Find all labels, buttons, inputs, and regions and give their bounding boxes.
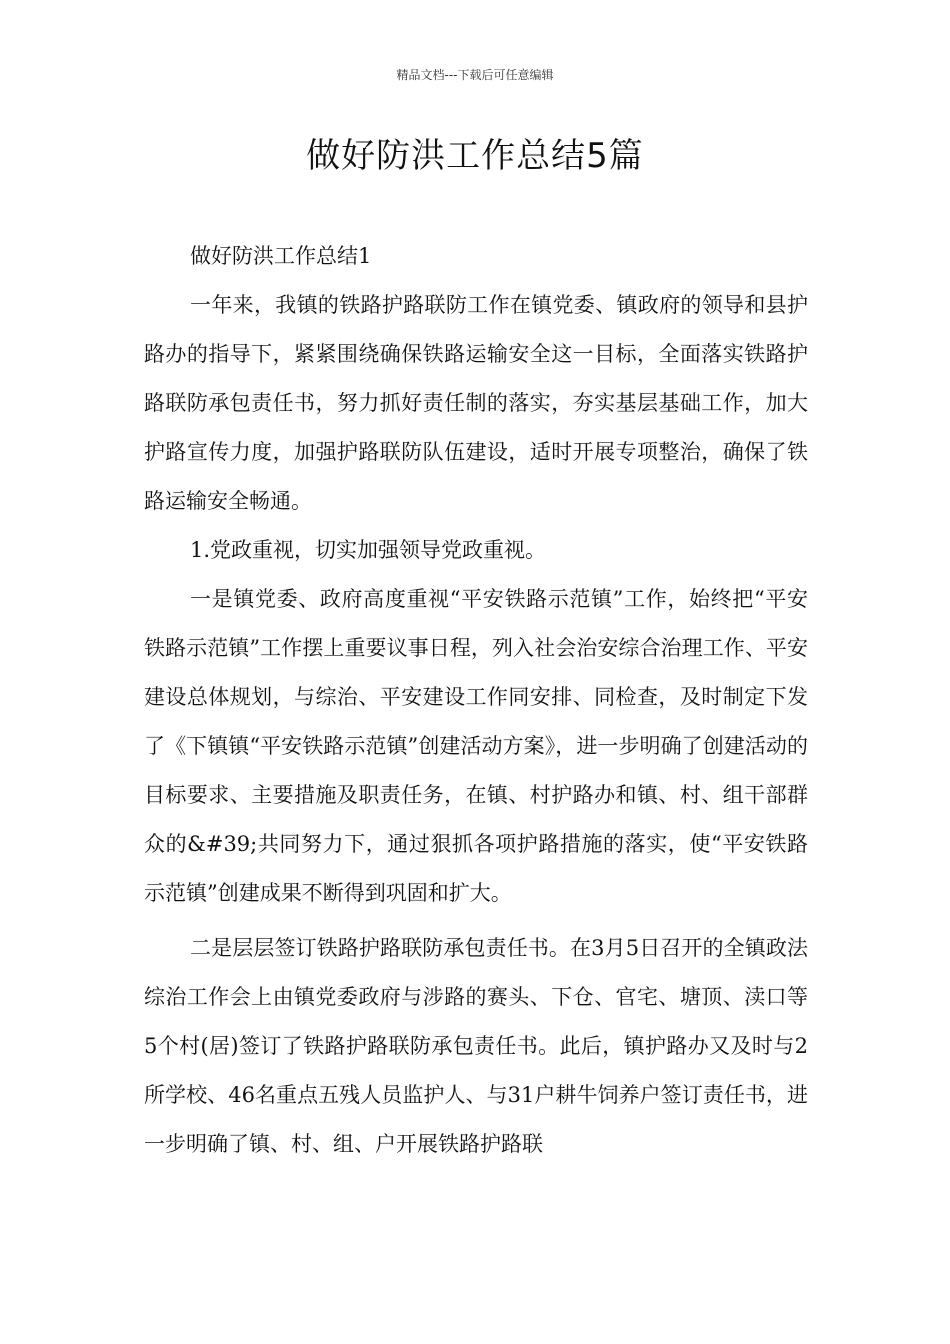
header-note: 精品文档---下载后可任意编辑 bbox=[396, 68, 554, 82]
paragraph: 一是镇党委、政府高度重视“平安铁路示范镇”工作，始终把“平安铁路示范镇”工作摆上重要议事日程，列入社会治安综合治理工作、平安建设总体规划，与综治、平安建设工作同安排、同检查，及时制定下发了《下镇镇“平安铁路示范镇”创建活动方案》，进一步明确了创建活动的目标要求、主要措施及职责任务，在镇、村护路办和镇、村、组干部群众的&#39;共同努力下，通过狠抓各项护路措施的落实，使“平安铁路示范镇”创建成果不断得到巩固和扩大。 bbox=[144, 587, 808, 905]
paragraph: 1.党政重视，切实加强领导党政重视。 bbox=[190, 538, 547, 562]
section-heading: 做好防洪工作总结1 bbox=[190, 244, 372, 268]
document-title: 做好防洪工作总结5篇 bbox=[306, 136, 644, 176]
paragraph: 一年来，我镇的铁路护路联防工作在镇党委、镇政府的领导和县护路办的指导下，紧紧围绕确保铁路运输安全这一目标，全面落实铁路护路联防承包责任书，努力抓好责任制的落实，夯实基层基础工作，加大护路宣传力度，加强护路联防队伍建设，适时开展专项整治，确保了铁路运输安全畅通。 bbox=[144, 293, 808, 513]
paragraph: 二是层层签订铁路护路联防承包责任书。在3月5日召开的全镇政法综治工作会上由镇党委政府与涉路的赛头、下仓、官宅、塘顶、渎口等5个村(居)签订了铁路护路联防承包责任书。此后，镇护路办又及时与2所学校、46名重点五残人员监护人、与31户耕牛饲养户签订责任书，进一步明确了镇、村、组、户开展铁路护路联 bbox=[144, 936, 808, 1156]
document-body bbox=[144, 232, 808, 1169]
